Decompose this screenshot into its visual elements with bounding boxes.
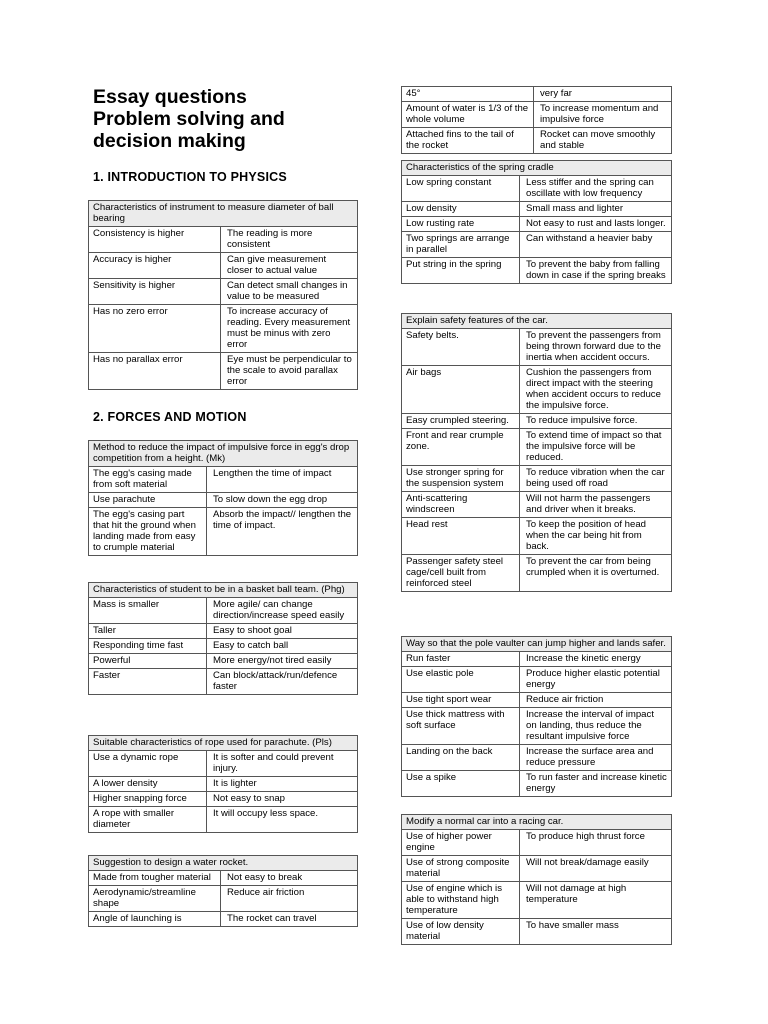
title-line: decision making	[93, 130, 246, 152]
table-cell: Run faster	[402, 652, 520, 666]
table-cell: Accuracy is higher	[89, 253, 221, 278]
table-caption: Explain safety features of the car.	[402, 314, 671, 329]
table-cell: More agile/ can change direction/increase speed easily	[213, 599, 345, 621]
table-spring-cradle	[401, 160, 672, 284]
table-cell: Will not damage at high temperature	[526, 883, 627, 905]
table-cell: Produce higher elastic potential energy	[526, 668, 660, 690]
table-row	[402, 652, 671, 667]
table-cell: Increase the kinetic energy	[526, 653, 641, 664]
table-cell: Safety belts.	[402, 329, 520, 365]
table-row	[89, 305, 357, 353]
table-cell: Two springs are arrange in parallel	[402, 232, 520, 257]
table-cell: To prevent the baby from falling down in case if the spring breaks	[526, 259, 666, 281]
table-caption: Suitable characteristics of rope used for parachute. (Pls)	[89, 736, 357, 751]
table-cell: More energy/not tired easily	[213, 655, 332, 666]
table-egg-drop	[88, 440, 358, 556]
table-cell: To have smaller mass	[526, 920, 619, 931]
table-cell: Mass is smaller	[89, 598, 207, 623]
section-heading-physics: 1. INTRODUCTION TO PHYSICS	[93, 170, 287, 184]
table-cell: It is softer and could prevent injury.	[213, 752, 334, 774]
table-water-rocket	[88, 855, 358, 927]
table-cell: To increase momentum and impulsive force	[540, 103, 659, 125]
table-row	[402, 202, 671, 217]
table-caption: Characteristics of student to be in a basket ball team. (Phg)	[89, 583, 357, 598]
table-row	[402, 745, 671, 771]
table-cell: Landing on the back	[402, 745, 520, 770]
table-cell: Use elastic pole	[402, 667, 520, 692]
table-cell: Use of low density material	[402, 919, 520, 944]
table-row	[402, 919, 671, 945]
table-row	[89, 279, 357, 305]
table-cell: Can give measurement closer to actual value	[227, 254, 327, 276]
table-cell: Cushion the passengers from direct impact with the steering when accident occurs to reduce the impulsive force.	[526, 367, 661, 411]
table-row	[402, 830, 671, 856]
table-row	[402, 667, 671, 693]
table-caption: Suggestion to design a water rocket.	[89, 856, 357, 871]
table-cell: To reduce vibration when the car being used off road	[526, 467, 665, 489]
table-row	[89, 624, 357, 639]
table-cell: The reading is more consistent	[227, 228, 313, 250]
table-instrument	[88, 200, 358, 390]
table-cell: Lengthen the time of impact	[213, 468, 332, 479]
table-cell: The egg's casing made from soft material	[89, 467, 207, 492]
table-cell: Attached fins to the tail of the rocket	[402, 128, 534, 153]
table-cell: Low spring constant	[402, 176, 520, 201]
table-row	[89, 598, 357, 624]
table-row	[402, 882, 671, 919]
table-row	[89, 353, 357, 390]
table-cell: Sensitivity is higher	[89, 279, 221, 304]
table-cell: Use a spike	[402, 771, 520, 796]
table-cell: Less stiffer and the spring can oscillate with low frequency	[526, 177, 654, 199]
table-cell: Not easy to rust and lasts longer.	[526, 218, 666, 229]
table-row	[402, 693, 671, 708]
table-cell: Taller	[89, 624, 207, 638]
table-cell: To extend time of impact so that the impulsive force will be reduced.	[526, 430, 662, 463]
table-row	[402, 176, 671, 202]
table-cell: The egg's casing part that hit the ground when landing made from easy to crumple material	[89, 508, 207, 555]
table-cell: Use tight sport wear	[402, 693, 520, 707]
table-cell: Reduce air friction	[227, 887, 305, 898]
table-cell: A lower density	[89, 777, 207, 791]
table-cell: 45°	[402, 87, 534, 101]
table-parachute-rope	[88, 735, 358, 833]
table-row	[402, 555, 671, 592]
section-heading-forces: 2. FORCES AND MOTION	[93, 410, 247, 424]
table-cell: Can detect small changes in value to be measured	[227, 280, 348, 302]
table-cell: very far	[540, 88, 572, 99]
table-cell: Head rest	[402, 518, 520, 554]
table-row	[89, 467, 357, 493]
table-cell: Will not break/damage easily	[526, 857, 649, 868]
table-caption: Characteristics of instrument to measure diameter of ball bearing	[89, 201, 357, 227]
table-caption: Modify a normal car into a racing car.	[402, 815, 671, 830]
table-cell: Aerodynamic/streamline shape	[89, 886, 221, 911]
table-row	[89, 253, 357, 279]
table-cell: Amount of water is 1/3 of the whole volume	[402, 102, 534, 127]
table-row	[89, 807, 357, 833]
table-cell: Air bags	[402, 366, 520, 413]
table-row	[89, 227, 357, 253]
table-cell: Reduce air friction	[526, 694, 604, 705]
table-cell: It will occupy less space.	[213, 808, 319, 819]
table-cell: To run faster and increase kinetic energy	[526, 772, 667, 794]
table-row	[89, 654, 357, 669]
table-cell: Use of higher power engine	[402, 830, 520, 855]
table-cell: Use stronger spring for the suspension system	[402, 466, 520, 491]
table-cell: Consistency is higher	[89, 227, 221, 252]
table-row	[402, 492, 671, 518]
table-car-safety	[401, 313, 672, 592]
table-cell: Easy to shoot goal	[213, 625, 292, 636]
table-caption: Way so that the pole vaulter can jump higher and lands safer.	[402, 637, 671, 652]
table-cell: Can withstand a heavier baby	[526, 233, 653, 244]
table-cell: Higher snapping force	[89, 792, 207, 806]
table-row	[402, 87, 671, 102]
table-row	[402, 414, 671, 429]
table-cell: Not easy to snap	[213, 793, 285, 804]
table-row	[89, 792, 357, 807]
table-cell: Powerful	[89, 654, 207, 668]
table-cell: Eye must be perpendicular to the scale to avoid parallax error	[227, 354, 352, 387]
table-pole-vaulter	[401, 636, 672, 797]
table-cell: To slow down the egg drop	[213, 494, 328, 505]
table-row	[89, 912, 357, 927]
table-row	[402, 217, 671, 232]
table-cell: Use thick mattress with soft surface	[402, 708, 520, 744]
table-row	[89, 639, 357, 654]
table-cell: To reduce impulsive force.	[526, 415, 638, 426]
table-cell: The rocket can travel	[227, 913, 317, 924]
table-cell: Made from tougher material	[89, 871, 221, 885]
table-cell: To prevent the car from being crumpled when it is overturned.	[526, 556, 660, 578]
table-row	[89, 508, 357, 556]
table-cell: Low density	[402, 202, 520, 216]
title-line: Essay questions	[93, 86, 247, 108]
table-row	[402, 232, 671, 258]
table-cell: Anti-scattering windscreen	[402, 492, 520, 517]
table-row	[402, 856, 671, 882]
table-row	[89, 871, 357, 886]
table-cell: Front and rear crumple zone.	[402, 429, 520, 465]
table-cell: Has no parallax error	[89, 353, 221, 389]
table-row	[89, 669, 357, 695]
table-row	[402, 128, 671, 154]
table-cell: Increase the interval of impact on landing, thus reduce the resultant impulsive force	[526, 709, 654, 742]
table-cell: Low rusting rate	[402, 217, 520, 231]
table-cell: Passenger safety steel cage/cell built from reinforced steel	[402, 555, 520, 591]
table-water-rocket-continued	[401, 86, 672, 154]
table-cell: To produce high thrust force	[526, 831, 645, 842]
table-cell: Use a dynamic rope	[89, 751, 207, 776]
table-row	[402, 466, 671, 492]
table-cell: Use of engine which is able to withstand high temperature	[402, 882, 520, 918]
table-row	[402, 258, 671, 284]
page-title	[93, 86, 383, 152]
title-line: Problem solving and	[93, 108, 285, 130]
table-cell: To prevent the passengers from being thrown forward due to the inertia when accident occurs.	[526, 330, 661, 363]
table-cell: It is lighter	[213, 778, 257, 789]
table-cell: Not easy to break	[227, 872, 303, 883]
table-cell: Rocket can move smoothly and stable	[540, 129, 656, 151]
table-row	[402, 771, 671, 797]
table-row	[89, 751, 357, 777]
table-row	[402, 329, 671, 366]
table-caption: Characteristics of the spring cradle	[402, 161, 671, 176]
table-row	[89, 886, 357, 912]
table-row	[402, 366, 671, 414]
table-cell: A rope with smaller diameter	[89, 807, 207, 832]
table-row	[402, 429, 671, 466]
table-cell: Responding time fast	[89, 639, 207, 653]
table-row	[89, 777, 357, 792]
table-cell: Easy crumpled steering.	[402, 414, 520, 428]
table-row	[402, 708, 671, 745]
table-cell: To keep the position of head when the car being hit from back.	[526, 519, 647, 552]
table-cell: Put string in the spring	[402, 258, 520, 283]
table-row	[402, 102, 671, 128]
table-cell: Use of strong composite material	[402, 856, 520, 881]
table-cell: Increase the surface area and reduce pressure	[526, 746, 654, 768]
table-cell: Faster	[89, 669, 207, 694]
table-basketball	[88, 582, 358, 695]
table-cell: Small mass and lighter	[526, 203, 624, 214]
table-cell: Can block/attack/run/defence faster	[213, 670, 338, 692]
table-row	[89, 493, 357, 508]
table-caption: Method to reduce the impact of impulsive force in egg's drop competition from a height. (Mk)	[89, 441, 357, 467]
table-cell: Use parachute	[89, 493, 207, 507]
table-racing-car	[401, 814, 672, 945]
table-cell: Angle of launching is	[89, 912, 221, 926]
table-cell: Absorb the impact// lengthen the time of impact.	[213, 509, 352, 531]
table-cell: Has no zero error	[89, 305, 221, 352]
table-cell: Easy to catch ball	[213, 640, 289, 651]
table-row	[402, 518, 671, 555]
table-cell: Will not harm the passengers and driver when it breaks.	[526, 493, 651, 515]
table-cell: To increase accuracy of reading. Every measurement must be minus with zero error	[227, 306, 351, 350]
